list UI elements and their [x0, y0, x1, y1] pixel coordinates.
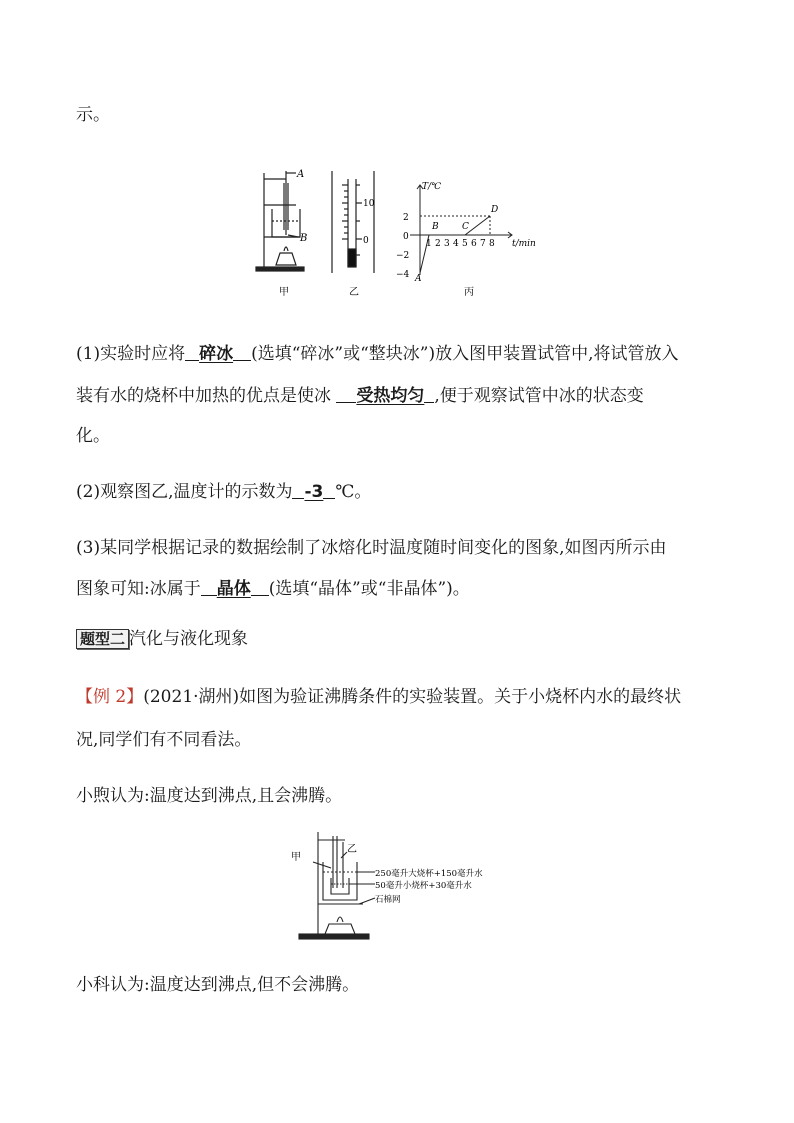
- x-tick: 1: [426, 239, 432, 249]
- xiaoxu-view: 小煦认为:温度达到沸点,且会沸腾。: [76, 786, 343, 806]
- x-tick: 4: [453, 239, 459, 249]
- y-axis-label: T/℃: [422, 182, 442, 192]
- answer-blank: -3: [304, 482, 324, 502]
- label-A-jia: A: [297, 169, 305, 180]
- question-2: (2)观察图乙,温度计的示数为 -3 ℃。: [76, 482, 372, 502]
- note-big-beaker: 250毫升大烧杯+150毫升水: [375, 869, 483, 879]
- example-line-2: 况,同学们有不同看法。: [76, 730, 252, 750]
- label-B-jia: B: [300, 233, 308, 244]
- caption-bing: 丙: [464, 287, 474, 298]
- graph-bing: [410, 185, 512, 275]
- note-gauze: 石棉网: [375, 895, 401, 905]
- x-tick: 5: [462, 239, 468, 249]
- y-tick: 2: [403, 213, 409, 223]
- apparatus-jia: [256, 171, 304, 271]
- point-B: B: [432, 222, 439, 232]
- y-tick: −4: [396, 270, 410, 280]
- x-tick: 6: [471, 239, 477, 249]
- x-tick: 3: [444, 239, 450, 249]
- caption-jia: 甲: [279, 287, 289, 298]
- example-line-1: 【例 2】(2021·湖州)如图为验证沸腾条件的实验装置。关于小烧杯内水的最终状: [76, 687, 682, 707]
- tick-10-yi: 10: [363, 199, 375, 209]
- boiling-apparatus: [299, 832, 375, 939]
- answer-blank: 碎冰: [199, 344, 234, 364]
- example-tag: 【例 2】: [76, 687, 144, 707]
- tick-0-yi: 0: [363, 236, 369, 246]
- note-small-beaker: 50毫升小烧杯+30毫升水: [375, 881, 472, 891]
- caption-yi: 乙: [349, 287, 359, 298]
- y-tick: −2: [396, 251, 410, 261]
- xiaoke-view: 小科认为:温度达到沸点,但不会沸腾。: [76, 975, 360, 995]
- continued-text: 示。: [76, 105, 110, 125]
- answer-blank: 晶体: [216, 579, 251, 599]
- question-1-line-1: (1)实验时应将 碎冰 (选填“碎冰”或“整块冰”)放入图甲装置试管中,将试管放入: [76, 344, 679, 364]
- point-C: C: [462, 222, 469, 232]
- question-3-line-1: (3)某同学根据记录的数据绘制了冰熔化时温度随时间变化的图象,如图丙所示由: [76, 538, 667, 558]
- x-tick: 2: [435, 239, 441, 249]
- question-1-line-3: 化。: [76, 426, 110, 446]
- point-D: D: [491, 205, 499, 215]
- figure-2: [285, 828, 515, 943]
- x-tick: 8: [489, 239, 495, 249]
- y-tick: 0: [403, 232, 409, 242]
- answer-blank: 受热均匀: [356, 386, 425, 406]
- section-heading: [76, 628, 248, 650]
- point-A: A: [415, 274, 422, 284]
- x-axis-label: t/min: [512, 239, 536, 249]
- x-tick: 7: [480, 239, 486, 249]
- figure-1: [250, 165, 550, 305]
- section-tag: 题型二: [76, 629, 129, 649]
- label-jia: 甲: [291, 852, 301, 863]
- label-yi: 乙: [347, 844, 357, 855]
- question-1-line-2: 装有水的烧杯中加热的优点是使冰 受热均匀 ,便于观察试管中冰的状态变: [76, 386, 644, 406]
- question-3-line-2: 图象可知:冰属于 晶体 (选填“晶体”或“非晶体”)。: [76, 579, 470, 599]
- section-title: 汽化与液化现象: [129, 629, 249, 649]
- thermometer-yi: [332, 171, 374, 273]
